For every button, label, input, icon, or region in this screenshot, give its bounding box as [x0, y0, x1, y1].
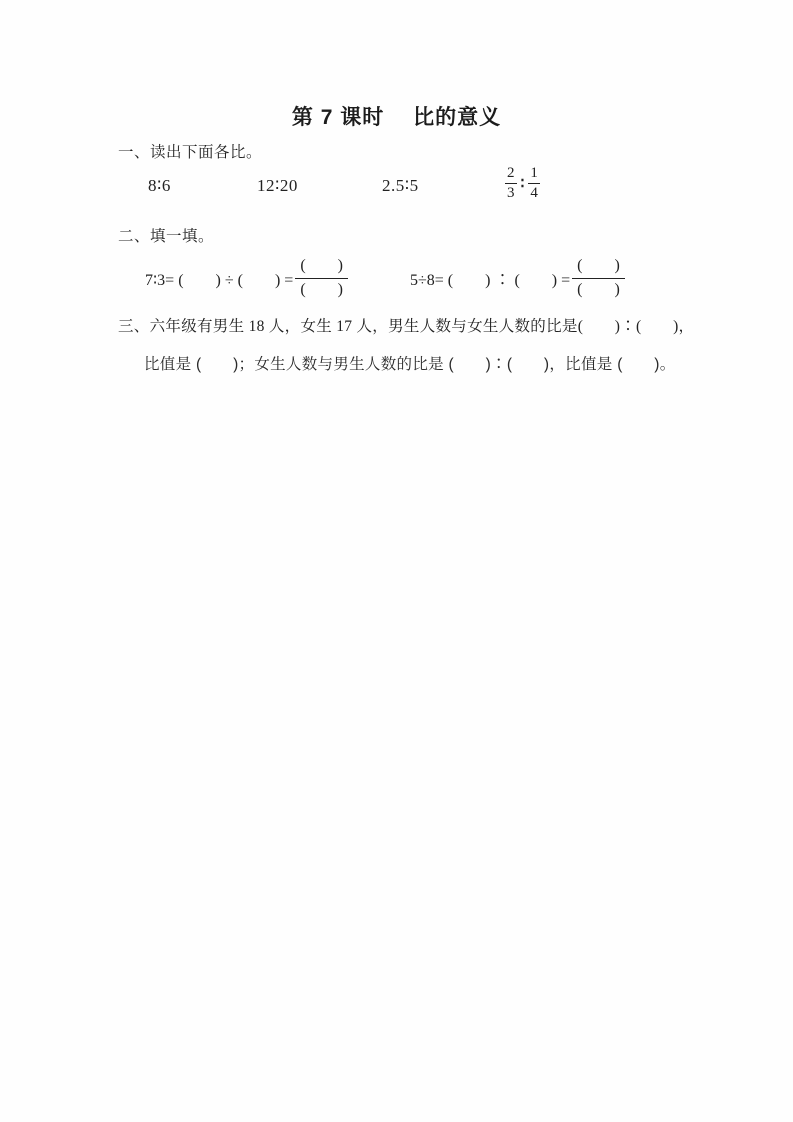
ratio-colon: ∶ — [520, 175, 525, 192]
fraction-two-thirds — [505, 164, 517, 203]
equation-1 — [145, 256, 348, 301]
equation-1-lead: 7∶3= ( ) ÷ ( ) = — [145, 271, 294, 289]
equation-1-fraction — [295, 256, 348, 301]
fraction-denominator: 4 — [530, 184, 538, 201]
equation-2 — [410, 256, 625, 301]
page-title: 第 7 课时 比的意义 — [291, 106, 502, 129]
fraction-numerator: 1 — [528, 164, 540, 184]
ratio-item-fraction — [505, 164, 540, 203]
ratio-item-1: 8∶6 — [148, 176, 171, 195]
problem-line-2: 比值是 ( )；女生人数与男生人数的比是 ( )∶( )，比值是 ( )。 — [144, 356, 676, 373]
fraction-one-fourth — [528, 164, 540, 203]
ratio-item-3: 2.5∶5 — [382, 176, 419, 195]
fraction-denominator: 3 — [507, 184, 515, 201]
section2-header: 二、填一填。 — [118, 228, 215, 245]
fraction-numerator: ( ) — [295, 256, 348, 279]
problem-line-1: 三、六年级有男生 18 人，女生 17 人，男生人数与女生人数的比是( )∶( )， — [118, 318, 695, 335]
equation-2-lead: 5÷8= ( ) ∶ ( ) = — [410, 271, 571, 289]
ratio-item-2: 12∶20 — [257, 176, 298, 195]
fraction-numerator: ( ) — [572, 256, 625, 279]
equation-2-fraction — [572, 256, 625, 301]
fraction-denominator: ( ) — [300, 280, 343, 298]
fraction-numerator: 2 — [505, 164, 517, 184]
fraction-denominator: ( ) — [577, 280, 620, 298]
section1-header: 一、读出下面各比。 — [118, 144, 263, 161]
